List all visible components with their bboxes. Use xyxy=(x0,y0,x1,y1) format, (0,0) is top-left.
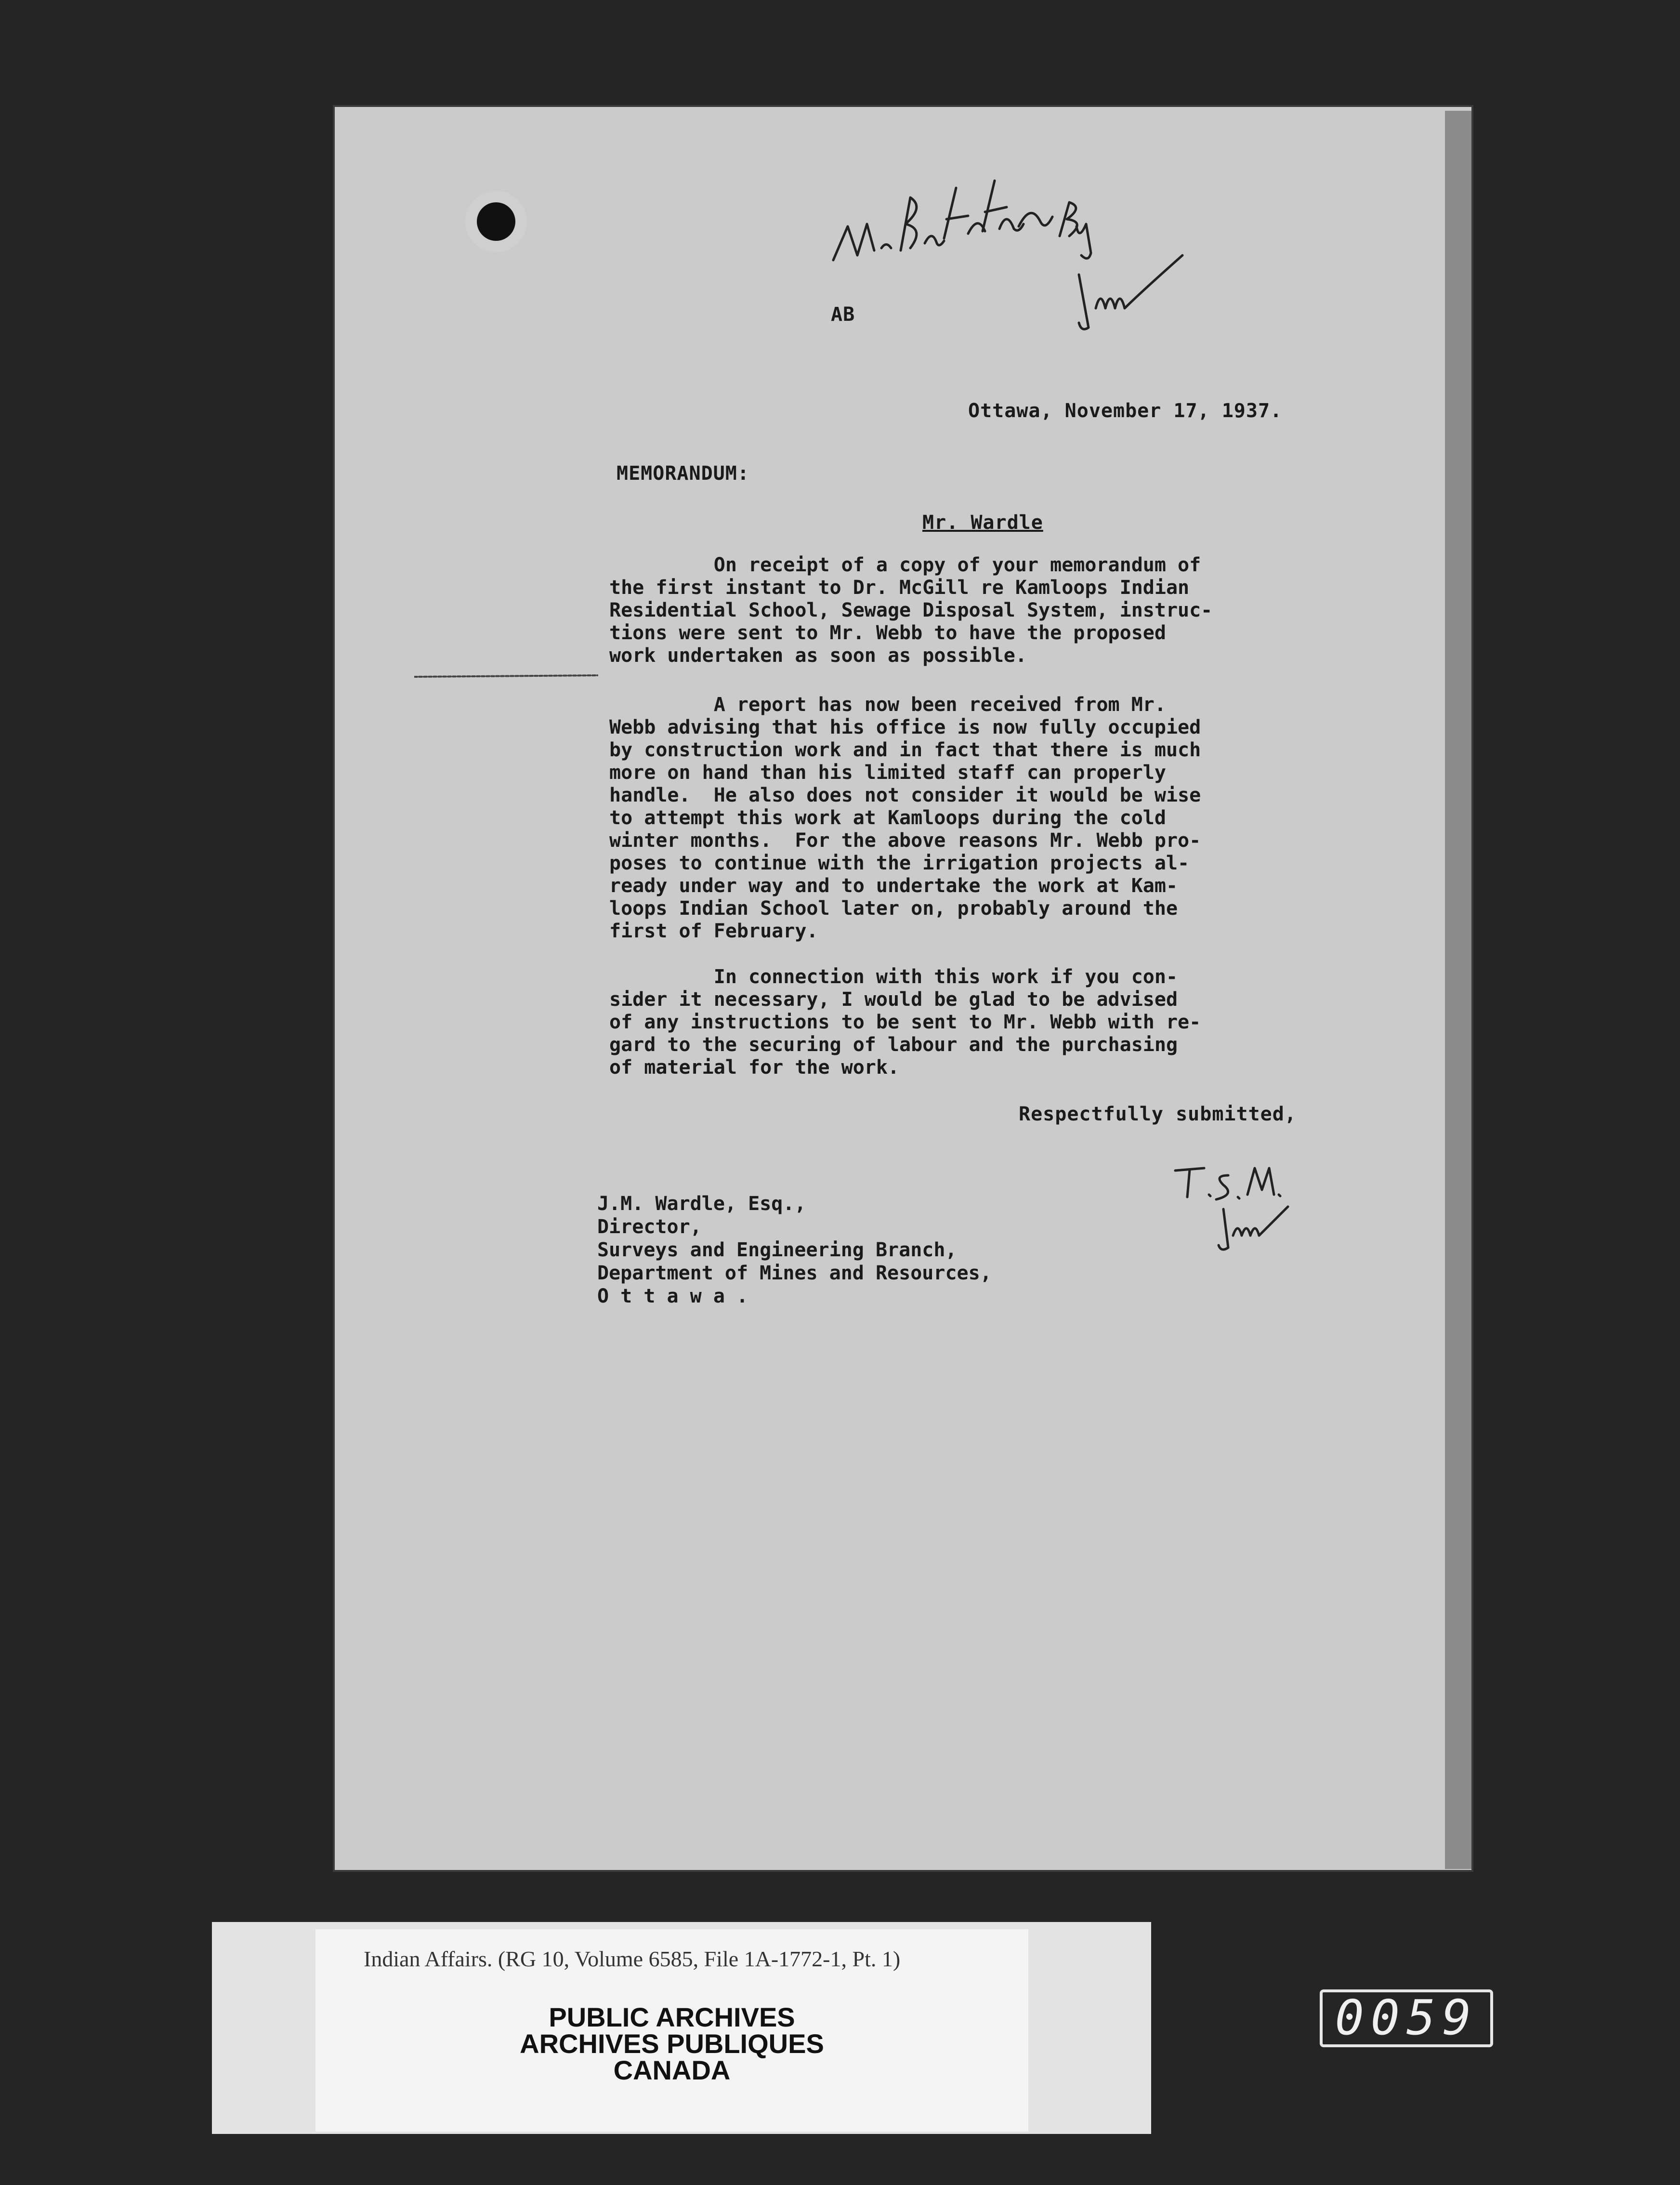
paragraph-2 xyxy=(609,694,1327,943)
memo-addressee: Mr. Wardle xyxy=(922,512,1043,534)
paragraph-line: loops Indian School later on, probably around the xyxy=(609,897,1178,920)
archive-line-3: CANADA xyxy=(613,2055,731,2085)
paragraph-line: handle. He also does not consider it would be wise xyxy=(609,784,1201,806)
address-line: Surveys and Engineering Branch, xyxy=(597,1239,957,1261)
paragraph-line: gard to the securing of labour and the purchasing xyxy=(609,1034,1178,1056)
address-line: Department of Mines and Resources, xyxy=(597,1262,992,1284)
archive-reference: Indian Affairs. (RG 10, Volume 6585, File 1A-1772-1, Pt. 1) xyxy=(364,1947,901,1971)
paragraph-3 xyxy=(609,966,1327,1079)
paragraph-line: winter months. For the above reasons Mr. Webb pro- xyxy=(609,829,1201,852)
paragraph-line: tions were sent to Mr. Webb to have the proposed xyxy=(609,622,1166,644)
paragraph-line: poses to continue with the irrigation projects al- xyxy=(609,852,1190,874)
paragraph-line: ready under way and to undertake the work at Kam- xyxy=(609,875,1178,897)
frame-number: 0059 xyxy=(1320,1989,1493,2047)
paragraph-line: In connection with this work if you con- xyxy=(609,966,1178,988)
paragraph-line: to attempt this work at Kamloops during the cold xyxy=(609,807,1166,829)
paragraph-line: sider it necessary, I would be glad to be advised xyxy=(609,988,1178,1011)
archive-line-2: ARCHIVES PUBLIQUES xyxy=(520,2028,824,2059)
memo-heading: MEMORANDUM: xyxy=(617,462,749,485)
date-line: Ottawa, November 17, 1937. xyxy=(968,400,1283,422)
handwritten-initials-top xyxy=(1069,250,1204,337)
paragraph-line: the first instant to Dr. McGill re Kamloops Indian xyxy=(609,577,1190,599)
paragraph-line: work undertaken as soon as possible. xyxy=(609,645,1027,667)
paragraph-line: of material for the work. xyxy=(609,1056,900,1079)
address-line: J.M. Wardle, Esq., xyxy=(597,1193,806,1215)
address-line: O t t a w a . xyxy=(597,1285,748,1307)
paragraph-line: Residential School, Sewage Disposal System, instruc- xyxy=(609,599,1213,621)
paragraph-line: by construction work and in fact that there is much xyxy=(609,739,1201,761)
address-block xyxy=(597,1192,1315,1308)
paragraph-line: more on hand than his limited staff can properly xyxy=(609,762,1166,784)
closing: Respectfully submitted, xyxy=(1019,1103,1297,1125)
paragraph-line: On receipt of a copy of your memorandum of xyxy=(609,554,1201,576)
initials-ab: AB xyxy=(831,303,855,326)
paragraph-line: Webb advising that his office is now fully occupied xyxy=(609,716,1201,738)
paragraph-1 xyxy=(609,554,1327,667)
paragraph-line: first of February. xyxy=(609,920,818,942)
archive-line-1: PUBLIC ARCHIVES xyxy=(549,2002,795,2032)
paragraph-line: A report has now been received from Mr. xyxy=(609,694,1166,716)
margin-mark xyxy=(414,670,607,684)
paragraph-line: of any instructions to be sent to Mr. Webb with re- xyxy=(609,1011,1201,1033)
punch-hole xyxy=(477,202,515,241)
address-line: Director, xyxy=(597,1216,702,1238)
page-edge xyxy=(1445,111,1471,1869)
